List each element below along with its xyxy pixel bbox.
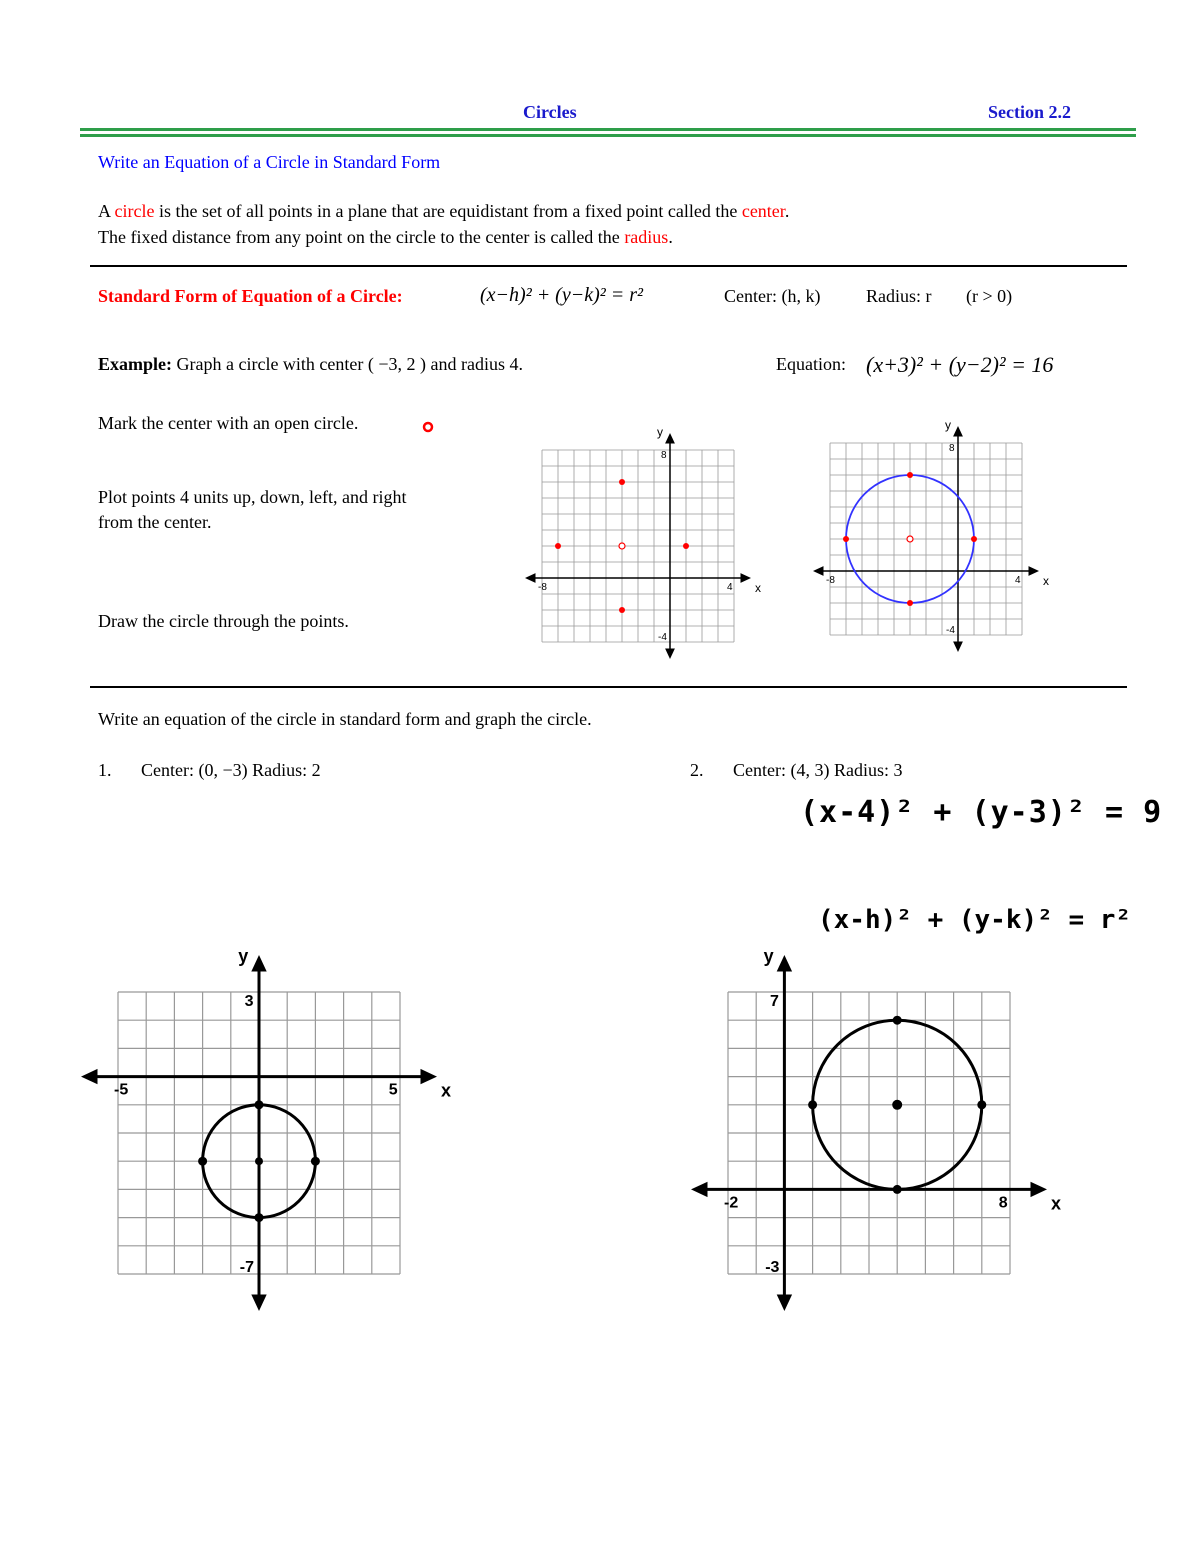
y-axis-label: y	[657, 425, 663, 439]
x-axis-arrow-right-icon	[741, 573, 752, 583]
y-axis-arrow-down-icon	[665, 649, 675, 660]
standard-form-condition: (r > 0)	[966, 286, 1013, 306]
page-header-title: Circles	[523, 102, 577, 122]
plotted-point	[808, 1100, 817, 1109]
plotted-point	[555, 543, 561, 549]
term-circle: circle	[114, 201, 155, 221]
plotted-point	[255, 1213, 264, 1222]
y-axis-arrow-down-icon	[251, 1295, 266, 1312]
header-rule-top	[80, 128, 1136, 131]
y-tick-label-top: 7	[770, 993, 779, 1010]
standard-form-equation: (x−h)² + (y−k)² = r²	[480, 284, 644, 306]
x-tick-label-left: -5	[114, 1081, 129, 1099]
x-tick-label-right: 4	[727, 582, 733, 593]
x-axis-arrow-right-icon	[1029, 566, 1040, 576]
x-axis-label: x	[755, 581, 761, 595]
section-divider-2	[90, 686, 1127, 688]
x-tick-label-left: -2	[724, 1194, 739, 1212]
y-axis-label: y	[238, 946, 249, 966]
y-tick-label-bottom: -3	[765, 1259, 780, 1276]
plotted-point	[977, 1100, 986, 1109]
problem-1-number: 1.	[98, 760, 112, 780]
y-axis-arrow-down-icon	[953, 642, 963, 653]
center-open-point	[907, 536, 913, 542]
term-center: center	[741, 201, 785, 221]
section-divider-1	[90, 265, 1127, 267]
problem-2-graph	[695, 946, 1062, 1310]
y-axis-label: y	[763, 946, 774, 966]
plotted-point	[311, 1157, 320, 1166]
section-label: Section 2.2	[988, 102, 1071, 122]
standard-form-center: Center: (h, k)	[724, 286, 821, 306]
plotted-point	[893, 1185, 902, 1194]
y-tick-label-top: 8	[949, 443, 955, 454]
plotted-point	[255, 1100, 264, 1109]
x-tick-label-right: 5	[388, 1081, 398, 1099]
x-axis-arrow-right-icon	[421, 1069, 438, 1084]
example-step-2b: from the center.	[98, 512, 212, 532]
example-text: Graph a circle with center ( −3, 2 ) and radius 4.	[172, 354, 524, 374]
y-tick-label-top: 8	[661, 450, 667, 461]
example-step-1: Mark the center with an open circle.	[98, 413, 359, 433]
problem-2-handwritten-note: (x-h)² + (y-k)² = r²	[818, 905, 1132, 935]
problem-2-handwritten-answer: (x-4)² + (y-3)² = 9	[800, 795, 1163, 830]
example-graph-circle	[808, 410, 1053, 665]
x-tick-label-right: 4	[1015, 575, 1021, 586]
plotted-point	[907, 472, 913, 478]
definition-line-2-text: The fixed distance from any point on the circle to the center is called the	[98, 227, 625, 247]
problem-2-number: 2.	[690, 760, 704, 780]
problem-1-graph	[85, 946, 452, 1310]
example-label: Example:	[98, 354, 172, 374]
definition-text: is the set of all points in a plane that are equidistant from a fixed point called the	[154, 201, 742, 221]
definition-a: A	[98, 201, 115, 221]
x-axis-arrow-left-icon	[691, 1182, 708, 1197]
definition-line-2	[98, 227, 673, 248]
y-tick-label-bottom: -4	[946, 625, 955, 636]
center-open-point	[619, 543, 625, 549]
plotted-point	[843, 536, 849, 542]
y-axis-label: y	[945, 418, 951, 432]
example-step-3: Draw the circle through the points.	[98, 611, 349, 631]
lesson-title: Write an Equation of a Circle in Standard Form	[98, 152, 441, 172]
y-tick-label-top: 3	[244, 993, 254, 1010]
y-axis-arrow-down-icon	[777, 1295, 792, 1312]
plotted-point	[619, 607, 625, 613]
problem-1-text: Center: (0, −3) Radius: 2	[141, 760, 321, 780]
x-axis-label: x	[1051, 1193, 1062, 1214]
x-axis-label: x	[441, 1080, 452, 1101]
plotted-point	[619, 479, 625, 485]
example-step-2a: Plot points 4 units up, down, left, and right	[98, 487, 407, 507]
example-equation: (x+3)² + (y−2)² = 16	[866, 352, 1054, 377]
plotted-point	[198, 1157, 207, 1166]
x-axis-arrow-left-icon	[525, 573, 536, 583]
center-point	[255, 1157, 263, 1165]
y-axis-arrow-up-icon	[953, 426, 963, 437]
plotted-point	[971, 536, 977, 542]
x-tick-label-left: -8	[538, 582, 547, 593]
y-tick-label-bottom: -4	[658, 632, 667, 643]
definition-period-2: .	[668, 227, 673, 247]
center-point	[892, 1100, 902, 1110]
x-tick-label-right: 8	[998, 1194, 1008, 1212]
x-tick-label-left: -8	[826, 575, 835, 586]
standard-form-radius: Radius: r	[866, 286, 932, 306]
standard-form-label: Standard Form of Equation of a Circle:	[98, 286, 403, 306]
y-tick-label-bottom: -7	[239, 1259, 255, 1276]
x-axis-label: x	[1043, 574, 1049, 588]
y-axis-arrow-up-icon	[251, 955, 266, 972]
problem-2-text: Center: (4, 3) Radius: 3	[733, 760, 903, 780]
plotted-point	[893, 1016, 902, 1025]
definition-period-1: .	[784, 201, 790, 221]
header-rule-bottom	[80, 134, 1136, 137]
definition-line-1	[98, 201, 789, 222]
plotted-point	[683, 543, 689, 549]
plotted-point	[907, 600, 913, 606]
y-axis-arrow-up-icon	[665, 433, 675, 444]
open-circle-marker-icon	[420, 420, 436, 434]
x-axis-arrow-left-icon	[813, 566, 824, 576]
example-equation-label: Equation:	[776, 354, 846, 374]
exercise-instruction: Write an equation of the circle in standard form and graph the circle.	[98, 709, 592, 729]
y-axis-arrow-up-icon	[777, 955, 792, 972]
term-radius: radius	[624, 227, 669, 247]
example-statement	[98, 354, 523, 375]
x-axis-arrow-left-icon	[81, 1069, 98, 1084]
example-graph-points	[520, 420, 760, 665]
x-axis-arrow-right-icon	[1031, 1182, 1048, 1197]
